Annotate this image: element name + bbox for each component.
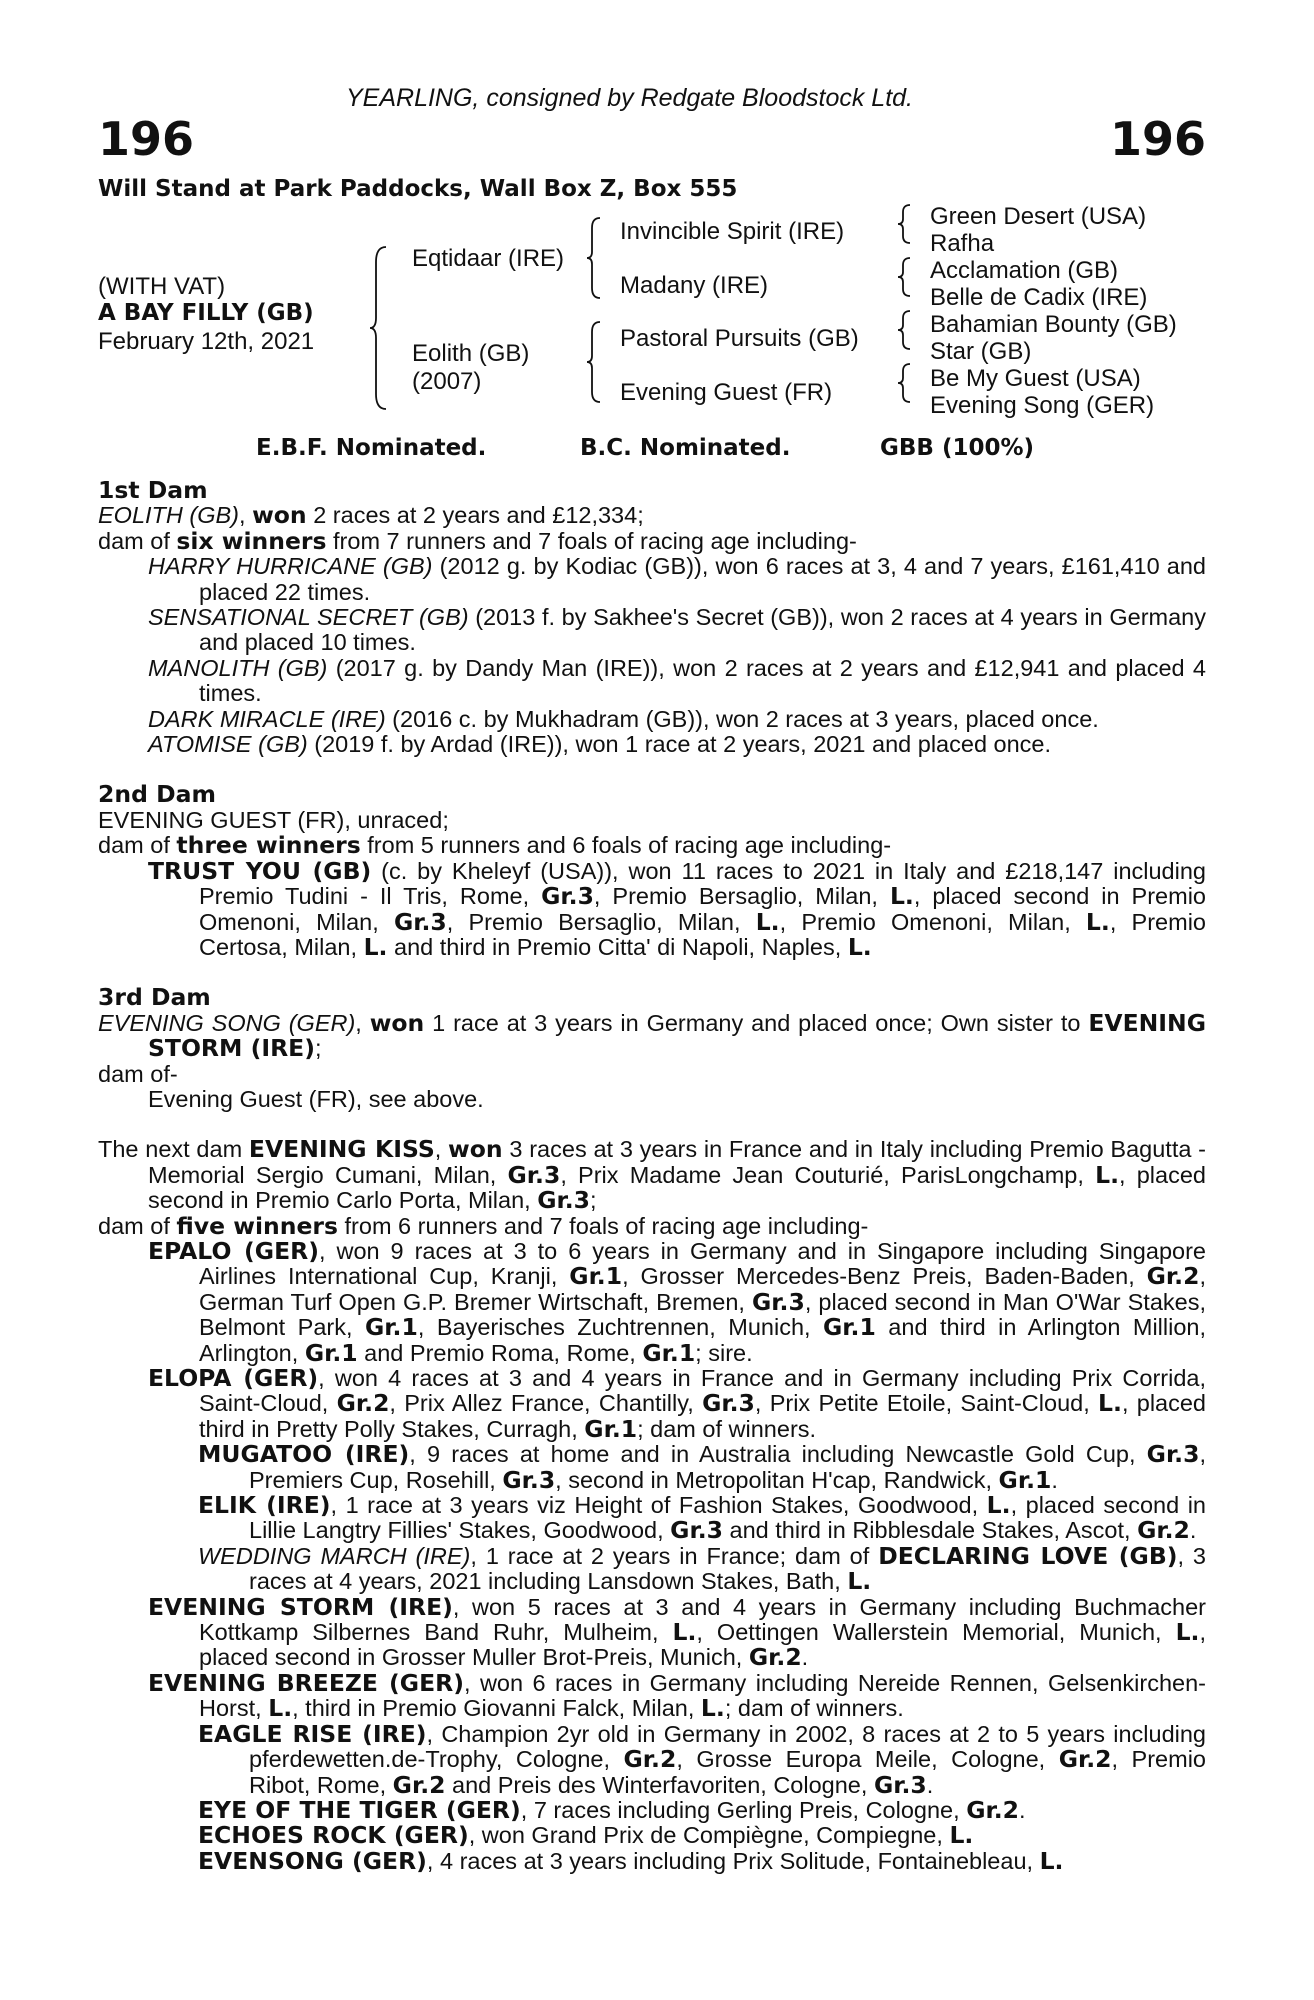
gbb-rating: GBB (100%) (880, 435, 1035, 461)
third-dam-produce-label: dam of- (98, 1060, 178, 1087)
grand-offspring-entry: EVENSONG (GER), 4 races at 3 years including Prix Solitude, Fontainebleau, L. (198, 1846, 1064, 1875)
dam-dam: Evening Guest (FR) (620, 379, 833, 406)
second-dam-heading: 2nd Dam (98, 780, 216, 809)
sire-dam-sire: Acclamation (GB) (930, 257, 1119, 284)
ebf-nomination: E.B.F. Nominated. (256, 435, 487, 461)
first-dam-line: EOLITH (GB), won 2 races at 2 years and £12,334; (98, 501, 644, 530)
dam: Eolith (GB) (412, 340, 530, 367)
offspring-entry: MANOLITH (GB) (2017 g. by Dandy Man (IRE)), won 2 races at 2 years and £12,941 and placed 4 times. (148, 654, 1206, 707)
offspring-entry: TRUST YOU (GB) (c. by Kheleyf (USA)), won 11 races to 2021 in Italy and £218,147 including Premio Tudini - Il Tris, Rome, Gr.3, Premio Bersaglio, Milan, L., placed second in Premio Omenoni, Milan, Gr.3, Premio Bersaglio, Milan, L., Premio Omenoni, Milan, L., Premio Certosa, Milan, L. and third in Premio Citta' di Napoli, Naples, L. (148, 856, 1206, 961)
sire-sire-dam: Rafha (930, 230, 995, 257)
pedigree-brace-dam (585, 320, 605, 404)
second-dam-line: EVENING GUEST (FR), unraced; (98, 806, 449, 833)
second-dam-produce-summary: dam of three winners from 5 runners and 6 foals of racing age including- (98, 831, 892, 860)
third-dam-line: EVENING SONG (GER), won 1 race at 3 years in Germany and placed once; Own sister to EVENING STORM (IRE); (98, 1008, 1206, 1063)
grand-offspring-entry: ECHOES ROCK (GER), won Grand Prix de Compiègne, Compiegne, L. (198, 1821, 974, 1850)
sire-dam-dam: Belle de Cadix (IRE) (930, 284, 1148, 311)
horse-name: A BAY FILLY (GB) (98, 300, 314, 326)
stand-location: Will Stand at Park Paddocks, Wall Box Z, Box 555 (98, 176, 738, 202)
dam-sire-dam: Star (GB) (930, 338, 1032, 365)
dam-dam-sire: Be My Guest (USA) (930, 365, 1141, 392)
offspring-entry: HARRY HURRICANE (GB) (2012 g. by Kodiac (GB)), won 6 races at 3, 4 and 7 years, £161,410 and placed 22 times. (148, 553, 1206, 605)
offspring-entry: DARK MIRACLE (IRE) (2016 c. by Mukhadram (GB)), won 2 races at 3 years, placed once. (148, 705, 1099, 732)
dam-dam-dam: Evening Song (GER) (930, 392, 1155, 419)
grand-offspring-entry: MUGATOO (IRE), 9 races at home and in Australia including Newcastle Gold Cup, Gr.3, Premiers Cup, Rosehill, Gr.3, second in Metropolitan H'cap, Randwick, Gr.1. (198, 1440, 1206, 1494)
dam-sire: Pastoral Pursuits (GB) (620, 325, 859, 352)
sire-sire: Invincible Spirit (IRE) (620, 218, 845, 245)
consignment-line: YEARLING, consigned by Redgate Bloodstock Ltd. (346, 84, 913, 112)
pedigree-brace-3d (896, 362, 918, 404)
fourth-dam-line: The next dam EVENING KISS, won 3 races at 3 years in France and in Italy including Premio Bagutta - Memorial Sergio Cumani, Milan, Gr.3, Prix Madame Jean Couturié, ParisLongchamp, L., placed second in Premio Carlo Porta, Milan, Gr.3; (98, 1135, 1207, 1215)
grand-offspring-entry: EYE OF THE TIGER (GER), 7 races including Gerling Preis, Cologne, Gr.2. (198, 1795, 1026, 1824)
fourth-dam-produce-summary: dam of five winners from 6 runners and 7 foals of racing age including- (98, 1211, 869, 1240)
offspring-entry: EPALO (GER), won 9 races at 3 to 6 years in Germany and in Singapore including Singapore Airlines International Cup, Kranji, Gr.1, Grosser Mercedes-Benz Preis, Baden-Baden, Gr.2, German Turf Open G.P. Bremer Wirtschaft, Bremen, Gr.3, placed second in Man O'War Stakes, Belmont Park, Gr.1, Bayerisches Zuchtrennen, Munich, Gr.1 and third in Arlington Million, Arlington, Gr.1 and Premio Roma, Rome, Gr.1; sire. (148, 1236, 1206, 1367)
dam-year: (2007) (412, 368, 482, 395)
third-dam-heading: 3rd Dam (98, 983, 211, 1012)
grand-offspring-entry: WEDDING MARCH (IRE), 1 race at 2 years in France; dam of DECLARING LOVE (GB), 3 races at 4 years, 2021 including Lansdown Stakes, Bath, L. (198, 1541, 1207, 1596)
offspring-entry: SENSATIONAL SECRET (GB) (2013 f. by Sakhee's Secret (GB)), won 2 races at 4 years in Germany and placed 10 times. (148, 604, 1206, 656)
offspring-entry: ATOMISE (GB) (2019 f. by Ardad (IRE)), won 1 race at 2 years, 2021 and placed once. (148, 731, 1052, 758)
offspring-entry: EVENING BREEZE (GER), won 6 races in Germany including Nereide Rennen, Gelsenkirchen-Horst, L., third in Premio Giovanni Falck, Milan, L.; dam of winners. (148, 1668, 1207, 1723)
grand-offspring-entry: ELIK (IRE), 1 race at 3 years viz Height of Fashion Stakes, Goodwood, L., placed second in Lillie Langtry Fillies' Stakes, Goodwood, Gr.3 and third in Ribblesdale Stakes, Ascot, Gr.2. (198, 1491, 1206, 1545)
pedigree-brace-sire (585, 216, 605, 300)
pedigree-brace-3c (896, 309, 918, 351)
grand-offspring-entry: EAGLE RISE (IRE), Champion 2yr old in Germany in 2002, 8 races at 2 to 5 years including pferdewetten.de-Trophy, Cologne, Gr.2, Grosse Europa Meile, Cologne, Gr.2, Premio Ribot, Rome, Gr.2 and Preis des Winterfavoriten, Cologne, Gr.3. (198, 1719, 1206, 1799)
first-dam-produce-summary: dam of six winners from 7 runners and 7 foals of racing age including- (98, 526, 857, 555)
dam-sire-sire: Bahamian Bounty (GB) (930, 311, 1177, 338)
catalogue-body (98, 478, 1206, 1874)
bc-nomination: B.C. Nominated. (580, 435, 791, 461)
first-dam-heading: 1st Dam (98, 476, 208, 504)
sire-dam: Madany (IRE) (620, 272, 769, 299)
lot-number-right: 196 (1109, 112, 1206, 166)
lot-number-left: 196 (98, 112, 195, 166)
offspring-entry: ELOPA (GER), won 4 races at 3 and 4 years in France and in Germany including Prix Corrida, Saint-Cloud, Gr.2, Prix Allez France, Chantilly, Gr.3, Prix Petite Etoile, Saint-Cloud, L., placed third in Pretty Polly Stakes, Curragh, Gr.1; dam of winners. (148, 1364, 1207, 1443)
offspring-entry: Evening Guest (FR), see above. (148, 1085, 484, 1112)
vat-note: (WITH VAT) (98, 273, 226, 300)
pedigree-brace-3a (896, 203, 918, 245)
pedigree-brace-gen1 (368, 244, 392, 412)
sire: Eqtidaar (IRE) (412, 245, 565, 272)
pedigree-brace-3b (896, 256, 918, 298)
offspring-entry: EVENING STORM (IRE), won 5 races at 3 and 4 years in Germany including Buchmacher Kottkamp Silbernes Band Ruhr, Mulheim, L., Oettingen Wallerstein Memorial, Munich, L., placed second in Grosser Muller Brot-Preis, Munich, Gr.2. (148, 1592, 1206, 1672)
foaling-date: February 12th, 2021 (98, 328, 315, 355)
sire-sire-sire: Green Desert (USA) (930, 203, 1147, 230)
